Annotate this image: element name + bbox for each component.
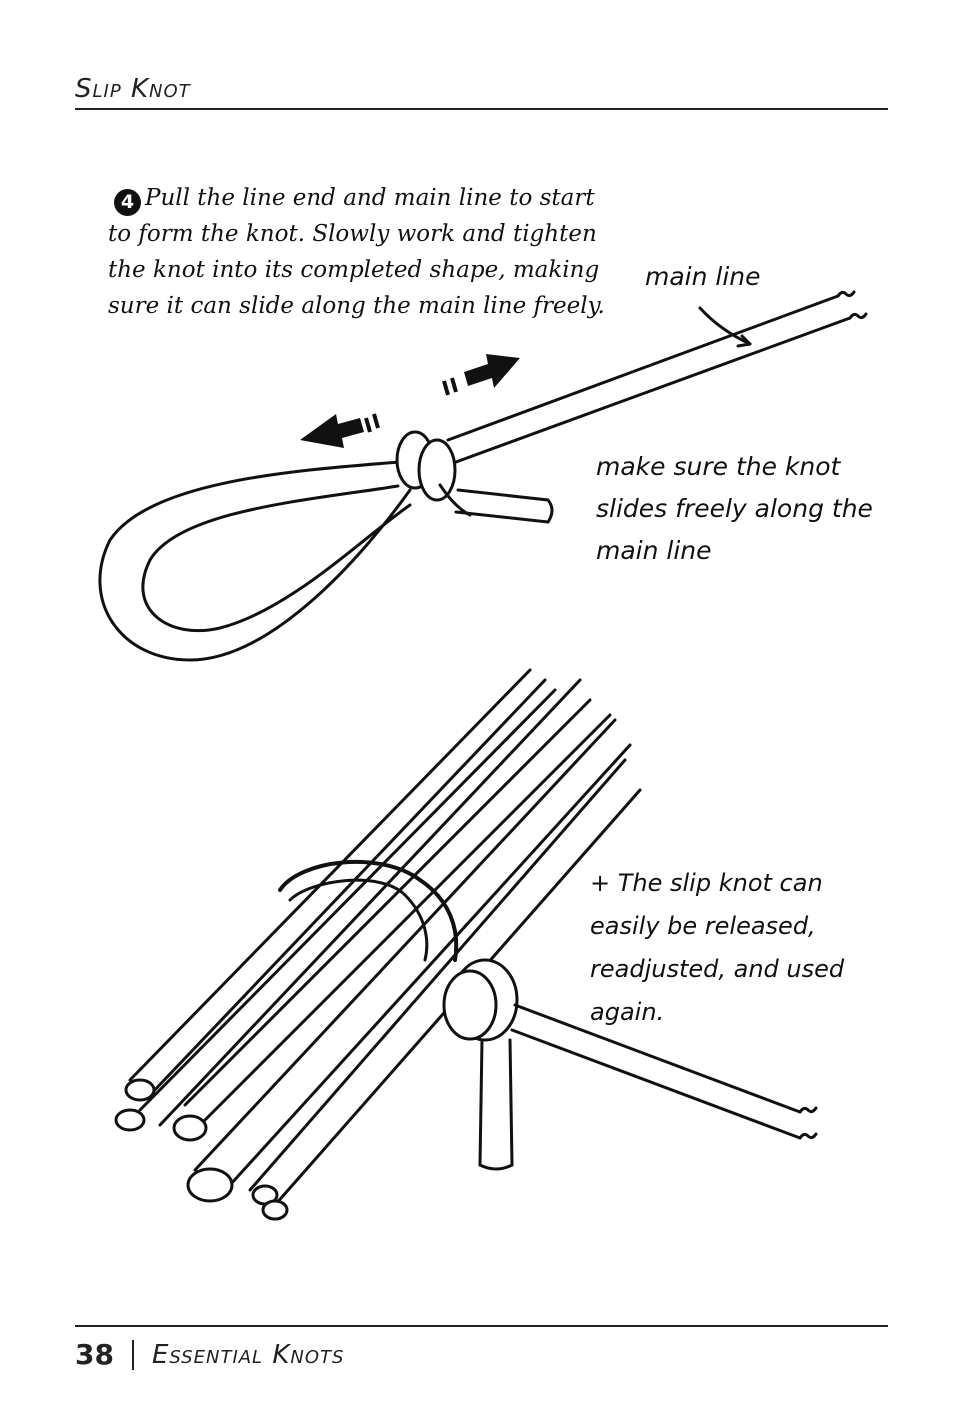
loop-inner: [143, 486, 410, 631]
pull-right-arrow: [464, 354, 520, 388]
step-instruction-text: Pull the line end and main line to start to form the knot. Slowly work and tighten the knot into its completed shape, making sure it can slide along the main line freely.: [108, 185, 605, 319]
main-line-label: main line: [645, 262, 761, 291]
knot-wrap-2: [419, 440, 455, 500]
main-line-lower-edge: [456, 318, 850, 462]
page-number: 38: [75, 1338, 114, 1371]
book-title: Essential Knots: [151, 1339, 345, 1370]
step-number-badge: 4: [114, 189, 141, 216]
footer-rule: [75, 1325, 888, 1327]
release-note: + The slip knot can easily be released, readjusted, and used again.: [590, 869, 845, 1026]
line-end-upper: [458, 490, 548, 500]
line-end-lower: [456, 512, 548, 522]
running-header: Slip Knot: [75, 74, 191, 104]
pull-left-arrow: [300, 414, 364, 448]
footer-separator: [132, 1340, 134, 1370]
page-footer: [75, 1338, 344, 1371]
slide-freely-note: make sure the knot slides freely along the main line: [596, 452, 873, 565]
